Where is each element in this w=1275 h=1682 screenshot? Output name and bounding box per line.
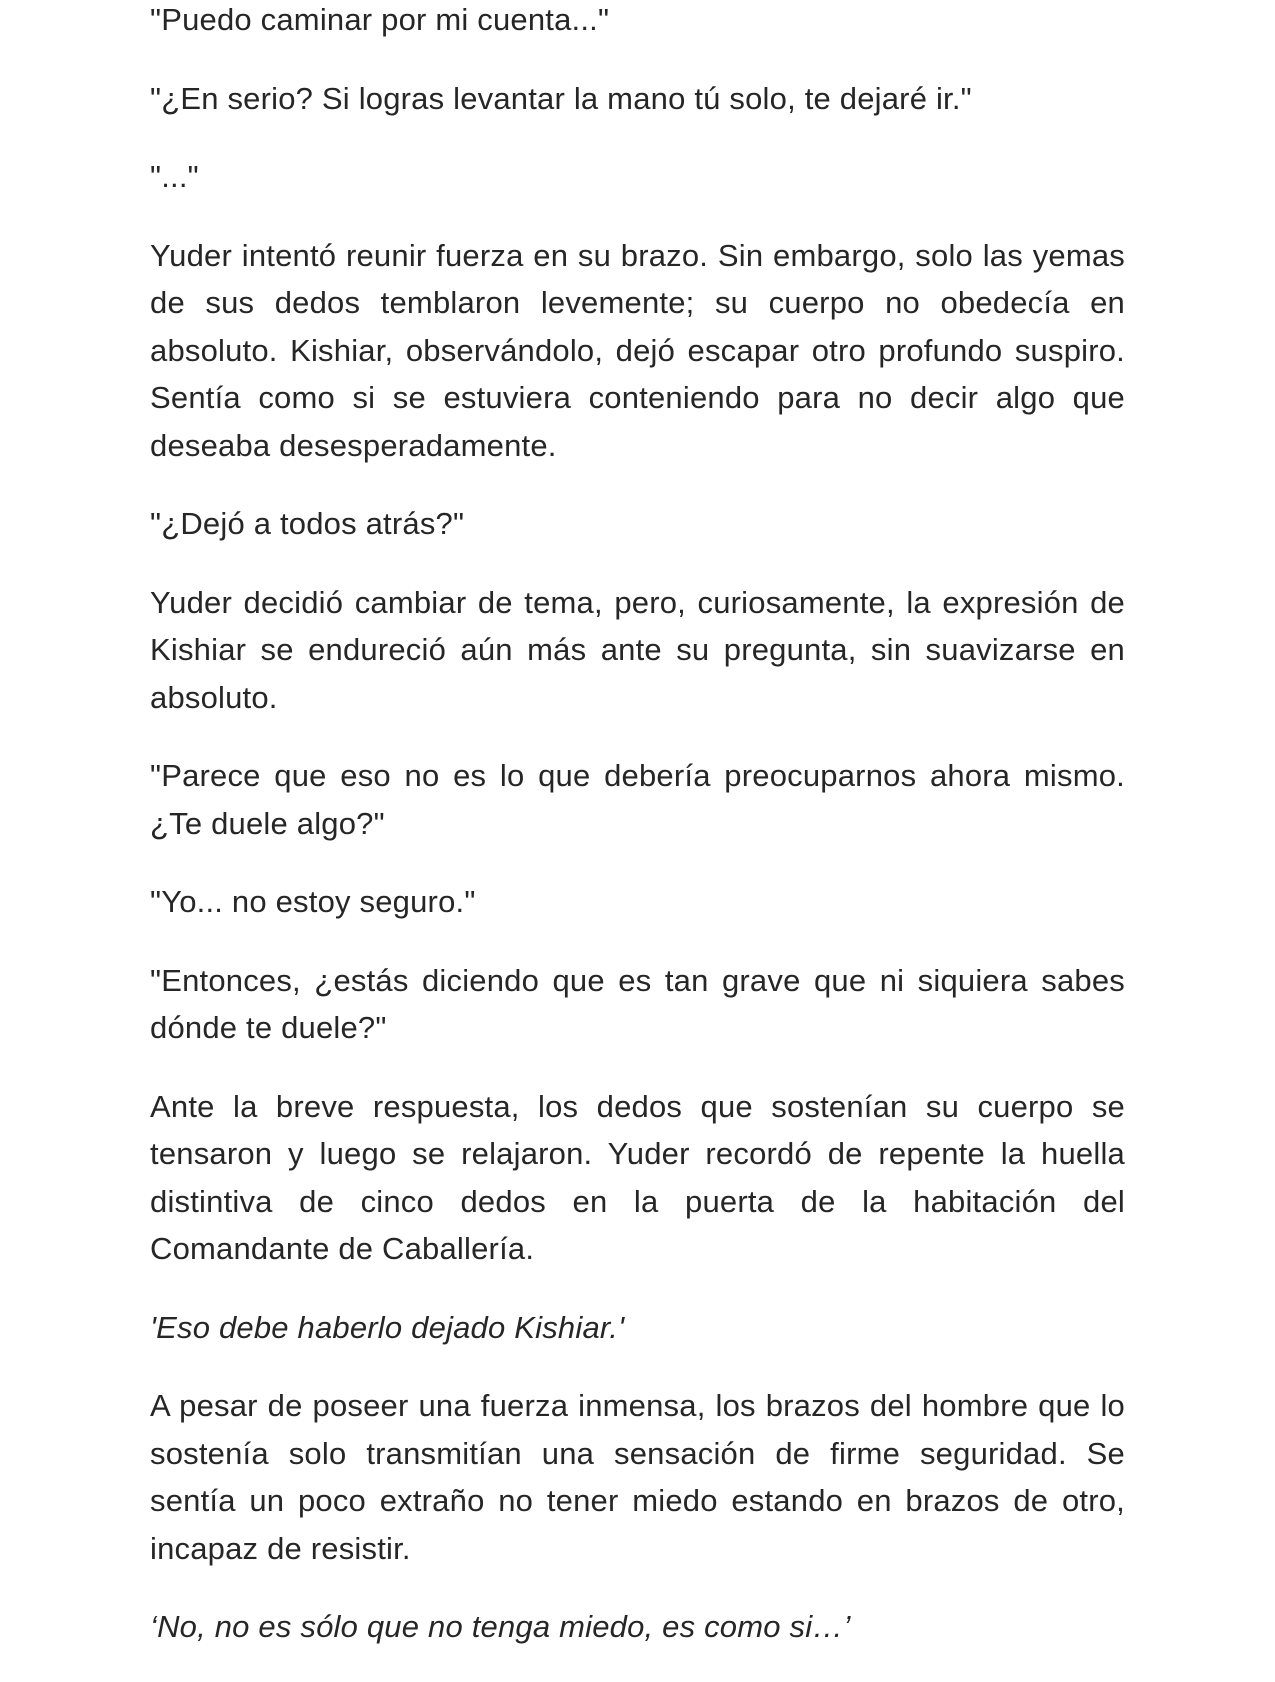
paragraph-13: ‘No, no es sólo que no tenga miedo, es como si…’	[150, 1609, 851, 1644]
paragraph-11: 'Eso debe haberlo dejado Kishiar.'	[150, 1309, 625, 1345]
paragraph-7: "Parece que eso no es lo que debería preocuparnos ahora mismo. ¿Te duele algo?"	[150, 758, 1125, 841]
paragraph-9: "Entonces, ¿estás diciendo que es tan grave que ni siquiera sabes dónde te duele?"	[150, 962, 1125, 1045]
paragraph-10: Ante la breve respuesta, los dedos que sostenían su cuerpo se tensaron y luego se relajaron. Yuder recordó de repente la huella distintiva de cinco dedos en la puerta de la habitación del Comandante de Caballería.	[150, 1088, 1125, 1266]
paragraph-4: Yuder intentó reunir fuerza en su brazo. Sin embargo, solo las yemas de sus dedos temblaron levemente; su cuerpo no obedecía en absoluto. Kishiar, observándolo, dejó escapar otro profundo suspiro. Sentía como si se estuviera conteniendo para no decir algo que deseaba desesperadamente.	[150, 237, 1125, 463]
paragraph-5: "¿Dejó a todos atrás?"	[150, 506, 465, 541]
paragraph-8: "Yo... no estoy seguro."	[150, 884, 476, 919]
paragraph-1: "Puedo caminar por mi cuenta..."	[150, 2, 610, 37]
document-page	[150, 0, 1125, 1682]
paragraph-2: "¿En serio? Si logras levantar la mano tú solo, te dejaré ir."	[150, 80, 972, 116]
paragraph-12: A pesar de poseer una fuerza inmensa, los brazos del hombre que lo sostenía solo transmitían una sensación de firme seguridad. Se sentía un poco extraño no tener miedo estando en brazos de otro, incapaz de resistir.	[150, 1388, 1125, 1566]
paragraph-3: "..."	[150, 159, 199, 194]
paragraph-6: Yuder decidió cambiar de tema, pero, curiosamente, la expresión de Kishiar se endureció aún más ante su pregunta, sin suavizarse en absoluto.	[150, 584, 1125, 715]
